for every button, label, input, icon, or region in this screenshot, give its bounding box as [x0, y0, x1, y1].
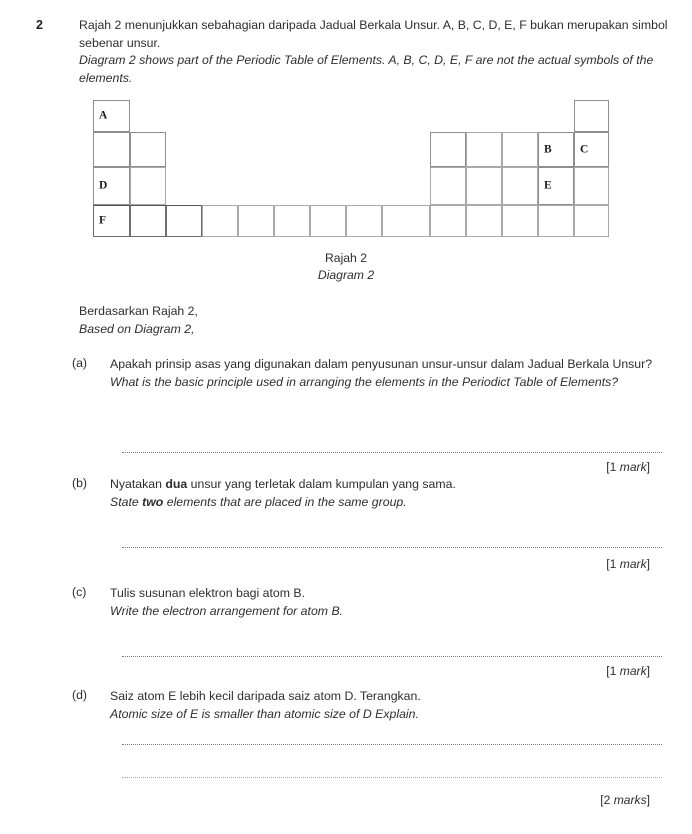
question-text: [110, 476, 680, 511]
cell-p2-g15: [502, 132, 538, 167]
cell-p1-g18: [574, 100, 609, 132]
cell-p2-g13: [430, 132, 466, 167]
marks-close: ]: [646, 793, 650, 807]
based-on-malay: Berdasarkan Rajah 2,: [79, 304, 198, 318]
marks-allocation: [606, 557, 650, 571]
cell-p4-g4: [202, 205, 238, 237]
cell-p4-g7: [310, 205, 346, 237]
question-text-malay: [110, 476, 680, 494]
cell-p4-g5: [238, 205, 274, 237]
element-symbol-f: F: [99, 214, 107, 227]
intro-malay: Rajah 2 menunjukkan sebahagian daripada Jadual Berkala Unsur. A, B, C, D, E, F bukan merupakan simbol sebenar unsur.: [79, 18, 668, 50]
cell-p3-g2: [130, 167, 166, 205]
answer-line[interactable]: [122, 547, 662, 549]
based-on-english: Based on Diagram 2,: [79, 321, 195, 336]
question-text-english: Write the electron arrangement for atom B.: [110, 603, 344, 618]
cell-p4-g18: [574, 205, 609, 237]
question-text-malay: Tulis susunan elektron bagi atom B.: [110, 586, 306, 600]
marks-allocation: [606, 664, 650, 678]
answer-line[interactable]: [122, 452, 662, 454]
marks-close: ]: [646, 664, 650, 678]
answer-line[interactable]: [122, 656, 662, 658]
based-on-block: [79, 303, 198, 338]
marks-number: [1: [606, 557, 620, 571]
malay-emphasis: dua: [165, 477, 188, 491]
cell-p4-g8: [346, 205, 382, 237]
answer-line[interactable]: [122, 744, 662, 746]
marks-number: [2: [600, 793, 614, 807]
cell-p4-g1: [93, 205, 130, 237]
cell-p4-g9: [382, 205, 430, 237]
malay-post: unsur yang terletak dalam kumpulan yang sama.: [187, 477, 456, 491]
cell-p4-g15: [502, 205, 538, 237]
question-label: (c): [72, 585, 87, 599]
marks-word: mark: [619, 460, 647, 474]
intro-paragraph: [79, 17, 677, 87]
cell-p4-g14: [466, 205, 502, 237]
cell-p3-g1: [93, 167, 130, 205]
marks-allocation: [606, 460, 650, 474]
question-number: 2: [36, 18, 43, 32]
question-text: [110, 688, 680, 723]
marks-word: marks: [613, 793, 647, 807]
marks-close: ]: [646, 557, 650, 571]
cell-p3-g14: [466, 167, 502, 205]
cell-p4-g16: [538, 205, 574, 237]
question-text-malay: Saiz atom E lebih kecil daripada saiz atom D. Terangkan.: [110, 689, 421, 703]
question-text: [110, 356, 680, 391]
cell-p1-g1: [93, 100, 130, 132]
english-post: elements that are placed in the same group.: [163, 494, 407, 509]
question-label: (b): [72, 476, 88, 490]
element-symbol-a: A: [99, 109, 108, 122]
element-symbol-b: B: [544, 142, 552, 155]
marks-number: [1: [606, 664, 620, 678]
cell-p2-g14: [466, 132, 502, 167]
english-pre: State: [110, 494, 143, 509]
answer-line[interactable]: [122, 777, 662, 779]
marks-number: [1: [606, 460, 620, 474]
cell-p2-g18: [574, 132, 609, 167]
question-label: (d): [72, 688, 88, 702]
malay-pre: Nyatakan: [110, 477, 166, 491]
marks-word: mark: [619, 664, 647, 678]
cell-p3-g15: [502, 167, 538, 205]
english-emphasis: two: [142, 494, 164, 509]
marks-allocation: [600, 793, 650, 807]
marks-word: mark: [619, 557, 647, 571]
question-label: (a): [72, 356, 88, 370]
question-text-english: Atomic size of E is smaller than atomic size of D Explain.: [110, 706, 419, 721]
cell-p3-g18: [574, 167, 609, 205]
caption-malay: Rajah 2: [324, 251, 367, 265]
question-text: [110, 585, 680, 620]
cell-p4-g3: [166, 205, 202, 237]
question-text-english: What is the basic principle used in arranging the elements in the Periodict Table of Elements?: [110, 374, 619, 389]
cell-p3-g16: [538, 167, 574, 205]
marks-close: ]: [646, 460, 650, 474]
cell-p4-g6: [274, 205, 310, 237]
cell-p4-g2: [130, 205, 166, 237]
cell-p2-g1: [93, 132, 130, 167]
caption-english: Diagram 2: [317, 267, 375, 282]
question-text-malay: Apakah prinsip asas yang digunakan dalam penyusunan unsur-unsur dalam Jadual Berkala Unsur?: [110, 357, 653, 371]
element-symbol-e: E: [544, 179, 552, 192]
diagram-caption: [0, 250, 692, 283]
cell-p3-g13: [430, 167, 466, 205]
cell-p2-g2: [130, 132, 166, 167]
periodic-table-diagram: [93, 100, 609, 237]
intro-english: Diagram 2 shows part of the Periodic Table of Elements. A, B, C, D, E, F are not the actual symbols of the elements.: [79, 53, 654, 85]
cell-p4-g13: [430, 205, 466, 237]
cell-p2-g16: [538, 132, 574, 167]
element-symbol-d: D: [99, 179, 108, 192]
question-text-english: [110, 494, 680, 512]
element-symbol-c: C: [580, 142, 589, 155]
